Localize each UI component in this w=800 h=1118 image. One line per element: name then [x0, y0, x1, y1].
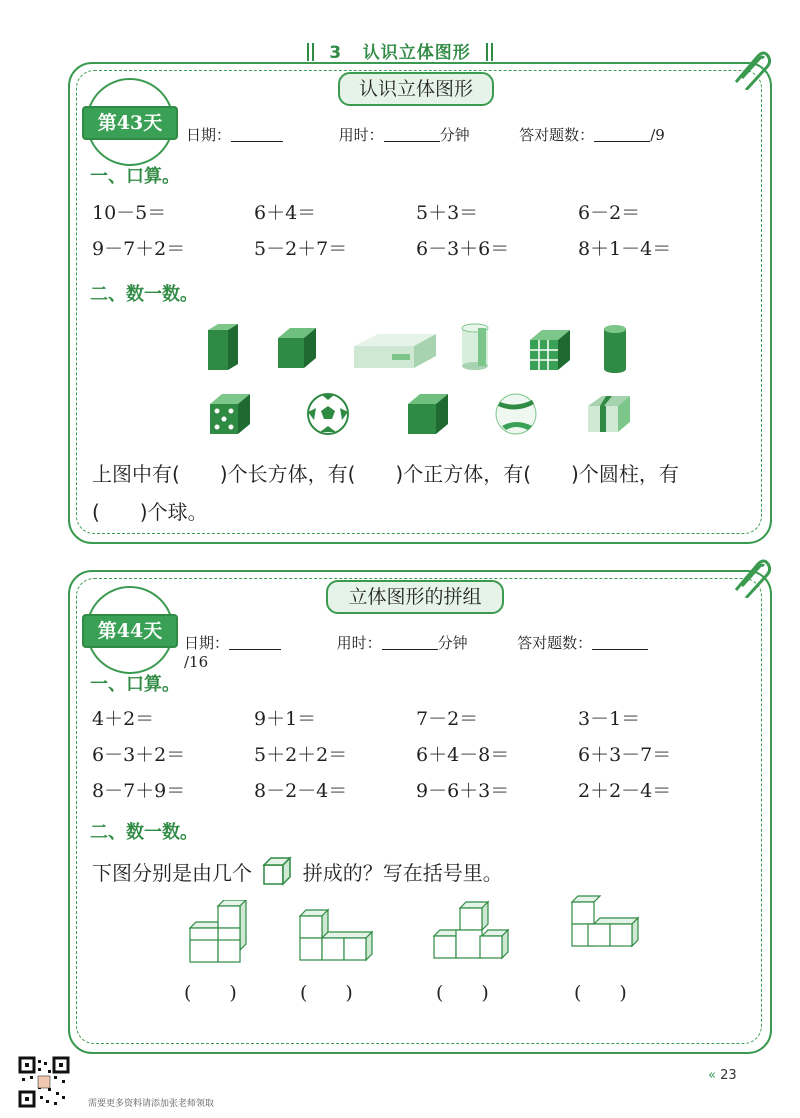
time-unit: 分钟 — [439, 126, 470, 144]
problem: 9－6＋3＝ — [416, 780, 510, 802]
dice-icon — [208, 392, 252, 436]
problem: 4＋2＝ — [92, 708, 155, 730]
problem: 5－2＋7＝ — [254, 238, 348, 260]
header-bar-right — [486, 43, 493, 61]
problem: 6－2＝ — [578, 202, 641, 224]
paperclip-icon — [728, 46, 772, 90]
problem: 10－5＝ — [92, 202, 167, 224]
answer-paren[interactable]: ( ) — [436, 982, 489, 1004]
footer-note: 需要更多资料请添加张老师领取 — [88, 1099, 215, 1109]
day43-section1-heading: 一、口算。 — [90, 166, 180, 187]
cube-stack-figure-1 — [186, 900, 256, 966]
chapter-number: 3 — [329, 43, 343, 63]
day43-badge-label: 第43天 — [82, 106, 178, 140]
time-label: 用时： — [336, 634, 382, 652]
score-label: 答对题数： — [519, 126, 595, 144]
problem: 7－2＝ — [416, 708, 479, 730]
problem: 6＋3－7＝ — [578, 744, 672, 766]
chapter-title: 认识立体图形 — [362, 43, 471, 63]
problem: 6＋4＝ — [254, 202, 317, 224]
day43-title: 认识立体图形 — [338, 72, 494, 106]
tall-cuboid-icon — [206, 322, 242, 372]
qr-code-icon[interactable] — [18, 1056, 70, 1108]
day43-info-row — [186, 124, 666, 145]
cube-stack-figure-4 — [568, 894, 644, 956]
page-arrow-icon: « — [708, 1068, 716, 1083]
problem: 5＋3＝ — [416, 202, 479, 224]
beach-ball-icon — [494, 392, 538, 436]
unit-cube-icon — [262, 856, 292, 886]
score-label: 答对题数： — [517, 634, 593, 652]
date-field[interactable] — [229, 635, 281, 650]
cube-stack-figure-2 — [296, 908, 380, 966]
problem: 8－7＋9＝ — [92, 780, 186, 802]
cylinder-icon — [602, 324, 628, 374]
day43-badge — [86, 78, 174, 166]
score-total: /9 — [650, 126, 665, 144]
day43-question-line1: 上图中有( )个长方体，有( )个正方体，有( )个圆柱，有 — [92, 462, 679, 486]
day44-section2-heading: 二、数一数。 — [90, 822, 198, 843]
time-label: 用时： — [338, 126, 384, 144]
time-field[interactable] — [382, 635, 438, 650]
problem: 8＋1－4＝ — [578, 238, 672, 260]
header-bar-left — [307, 43, 314, 61]
problem: 6－3＋2＝ — [92, 744, 186, 766]
cube-stack-figure-3 — [430, 900, 514, 966]
day44-section1-heading: 一、口算。 — [90, 674, 180, 695]
page-number-value: 23 — [720, 1068, 737, 1083]
score-field[interactable] — [594, 127, 650, 142]
answer-paren[interactable]: ( ) — [574, 982, 627, 1004]
page-number — [708, 1068, 737, 1083]
day44-badge-label: 第44天 — [82, 614, 178, 648]
day44-question — [92, 856, 503, 886]
day43-section2-heading: 二、数一数。 — [90, 284, 198, 305]
chapter-header — [0, 38, 800, 63]
problem: 2＋2－4＝ — [578, 780, 672, 802]
day44-badge — [86, 586, 174, 674]
problem: 9－7＋2＝ — [92, 238, 186, 260]
flat-box-icon — [352, 332, 438, 370]
answer-paren[interactable]: ( ) — [184, 982, 237, 1004]
question-prefix: 下图分别是由几个 — [92, 861, 252, 885]
rubiks-cube-icon — [528, 328, 572, 372]
score-field[interactable] — [592, 635, 648, 650]
question-suffix: 拼成的？写在括号里。 — [302, 861, 503, 885]
problem: 5＋2＋2＝ — [254, 744, 348, 766]
date-label: 日期： — [186, 126, 232, 144]
problem: 6＋4－8＝ — [416, 744, 510, 766]
time-field[interactable] — [384, 127, 440, 142]
day44-info-row — [184, 632, 664, 671]
date-field[interactable] — [231, 127, 283, 142]
day43-question-line2: ( )个球。 — [92, 500, 208, 524]
problem: 6－3＋6＝ — [416, 238, 510, 260]
green-cube-icon — [406, 392, 450, 436]
problem: 3－1＝ — [578, 708, 641, 730]
cube-icon — [276, 326, 318, 370]
date-label: 日期： — [184, 634, 230, 652]
time-unit: 分钟 — [437, 634, 468, 652]
answer-paren[interactable]: ( ) — [300, 982, 353, 1004]
paperclip-icon — [728, 554, 772, 598]
glass-cylinder-icon — [460, 322, 490, 372]
soccer-ball-icon — [306, 392, 350, 436]
problem: 8－2－4＝ — [254, 780, 348, 802]
package-box-icon — [586, 394, 632, 434]
score-total: /16 — [184, 653, 209, 671]
problem: 9＋1＝ — [254, 708, 317, 730]
day44-title: 立体图形的拼组 — [326, 580, 504, 614]
